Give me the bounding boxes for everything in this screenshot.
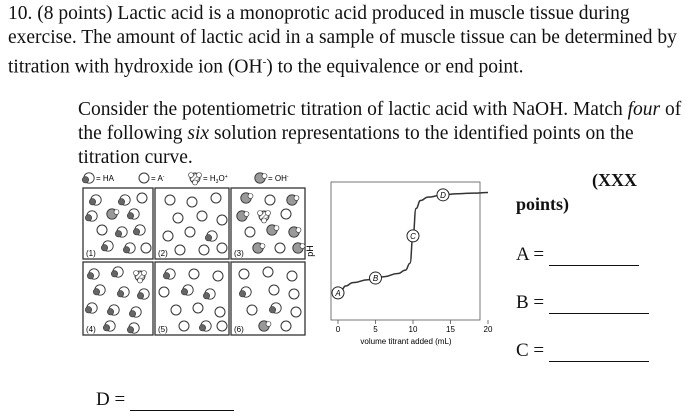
x-tick-label: 5 bbox=[373, 325, 378, 334]
question-instructions: Consider the potentiometric titration of lactic acid with NaOH. Match four of the following six solution representations to the identified points on the titration curve. bbox=[78, 99, 682, 168]
answer-a-blank[interactable] bbox=[549, 249, 639, 266]
curve-point-d bbox=[437, 189, 449, 201]
answer-c-blank[interactable] bbox=[549, 345, 649, 362]
solution-box-1 bbox=[83, 188, 153, 259]
x-tick-label: 0 bbox=[335, 325, 341, 334]
answer-d-label: D = bbox=[96, 389, 126, 410]
solution-box-6 bbox=[231, 262, 305, 335]
legend-a-icon bbox=[139, 173, 149, 183]
svg-text:(1): (1) bbox=[86, 249, 96, 258]
svg-text:(2): (2) bbox=[158, 249, 168, 258]
legend-h3o-label: = $H_3O^+$ bbox=[203, 174, 228, 185]
answer-b-label: B = bbox=[516, 292, 545, 313]
svg-text:C: C bbox=[410, 231, 416, 241]
titration-curve-chart bbox=[300, 180, 510, 355]
legend-oh-label: = OH- bbox=[268, 174, 289, 183]
legend-a-label: = A- bbox=[151, 174, 165, 183]
answer-b bbox=[516, 292, 649, 314]
answer-a bbox=[516, 244, 639, 266]
xxx-label: (XXX bbox=[592, 170, 637, 190]
svg-text:B: B bbox=[372, 274, 379, 284]
solution-box-2 bbox=[155, 188, 229, 259]
points-label: points) bbox=[516, 194, 570, 214]
answer-c-label: C = bbox=[516, 340, 545, 361]
legend-ha-label: = HA bbox=[96, 174, 115, 183]
x-tick-label: 15 bbox=[446, 325, 455, 334]
svg-text:(4): (4) bbox=[86, 325, 96, 334]
solution-box-5 bbox=[155, 262, 229, 335]
x-tick-label: 10 bbox=[408, 325, 418, 334]
svg-text:(3): (3) bbox=[234, 249, 244, 258]
solution-box-3 bbox=[231, 188, 305, 259]
legend-h3o-icon bbox=[189, 173, 202, 186]
x-axis-label: volume titrant added (mL) bbox=[360, 337, 452, 346]
x-tick-label: 20 bbox=[483, 325, 493, 334]
svg-text:(5): (5) bbox=[158, 325, 168, 334]
x-axis-ticks bbox=[336, 320, 493, 334]
y-axis-label: pH bbox=[305, 245, 315, 257]
legend bbox=[82, 173, 289, 186]
curve-point-a bbox=[332, 287, 344, 299]
solution-box-4 bbox=[83, 262, 153, 335]
plot-frame bbox=[331, 182, 480, 320]
question-header: 10. (8 points) Lactic acid is a monoprotic acid produced in muscle tissue during exercise. The amount of lactic acid in a sample of muscle tissue can be determined by titration with hydroxide ion (OH-) to the equivalence or end point. bbox=[8, 3, 677, 78]
answer-c bbox=[516, 340, 649, 362]
answer-d bbox=[96, 389, 234, 411]
curve-point-b bbox=[370, 272, 382, 284]
answer-b-blank[interactable] bbox=[549, 297, 649, 314]
answer-a-label: A = bbox=[516, 244, 545, 265]
answer-d-blank[interactable] bbox=[130, 394, 234, 411]
svg-text:D: D bbox=[440, 190, 446, 200]
svg-text:(6): (6) bbox=[234, 325, 244, 334]
svg-text:A: A bbox=[335, 288, 341, 298]
particle-diagrams bbox=[80, 170, 310, 340]
legend-oh-icon bbox=[255, 173, 267, 183]
legend-ha-icon bbox=[82, 173, 94, 183]
curve-point-c bbox=[407, 230, 419, 242]
